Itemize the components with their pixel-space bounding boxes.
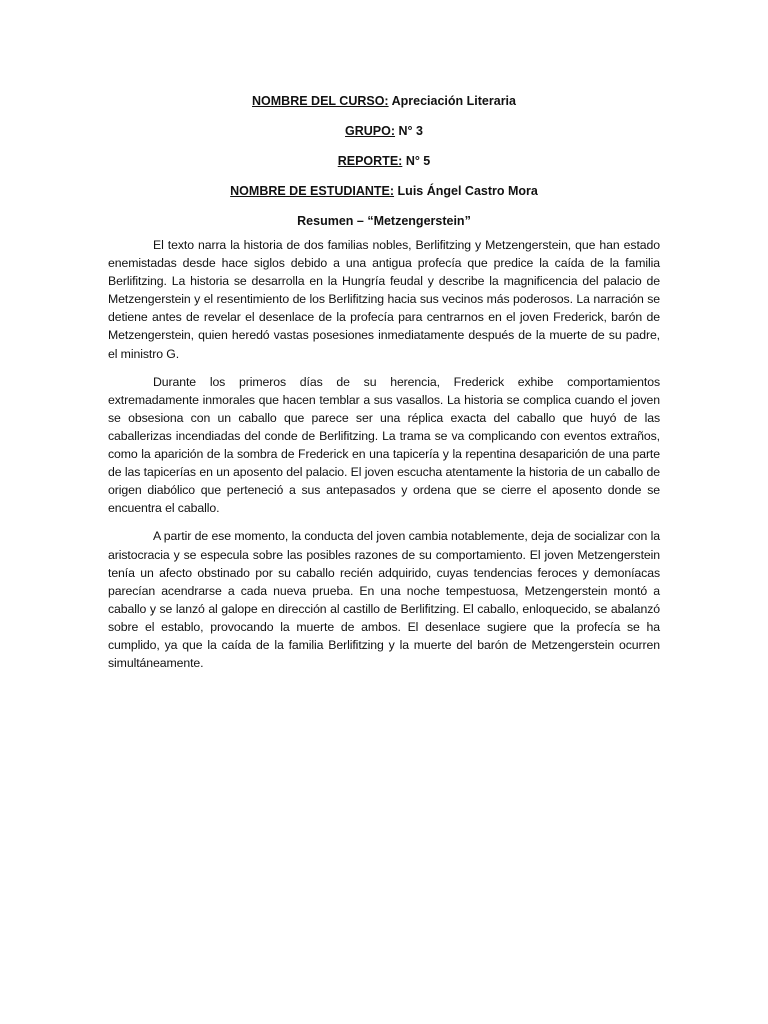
student-line	[0, 180, 768, 210]
group-value: N° 3	[398, 124, 423, 138]
course-line	[0, 90, 768, 120]
report-value: N° 5	[405, 154, 431, 168]
report-line	[0, 150, 768, 180]
course-value: Apreciación Literaria	[391, 94, 516, 108]
course-label: NOMBRE DEL CURSO:	[252, 94, 389, 108]
student-label: NOMBRE DE ESTUDIANTE:	[230, 184, 395, 198]
paragraph: El texto narra la historia de dos familias nobles, Berlifitzing y Metzengerstein, que han estado enemistadas desde hace siglos debido a una antigua profecía que predice la caída de la familia Berlifitzing. La historia se desarrolla en la Hungría feudal y describe la magnificencia del palacio de Metzengerstein y el resentimiento de los Berlifitzing hacia sus vecinos más poderosos. La narración se detiene antes de revelar el desenlace de la profecía para centrarnos en el joven Frederick, barón de Metzengerstein, quien heredó vastas posesiones inmediatamente después de la muerte de su padre, el ministro G.	[108, 238, 660, 361]
student-value: Luis Ángel Castro Mora	[397, 184, 538, 198]
group-line	[0, 120, 768, 150]
paragraph: Durante los primeros días de su herencia, Frederick exhibe comportamientos extremadamente inmorales que hacen temblar a sus vasallos. La historia se complica cuando el joven se obsesiona con un caballo que parece ser una réplica exacta del caballo que huyó de las caballerizas incendiadas del conde de Berlifitzing. La trama se va complicando con eventos extraños, como la aparición de la sombra de Frederick en una tapicería y la repentina desaparición de una parte de las tapicerías en un aposento del palacio. El joven escucha atentamente la historia de un caballo de origen diabólico que perteneció a sus antepasados y ordena que se cierre el aposento donde se encuentra el caballo.	[108, 374, 660, 516]
paragraph: A partir de ese momento, la conducta del joven cambia notablemente, deja de socializar con la aristocracia y se especula sobre las posibles razones de su comportamiento. El joven Metzengerstein tenía un afecto obstinado por su caballo recién adquirido, cuyas tendencias feroces y demoníacas parecían acendrarse a cada nueva prueba. En una noche tempestuosa, Metzengerstein montó a caballo y se lanzó al galope en dirección al castillo de Berlifitzing. El caballo, enloquecido, se abalanzó sobre el establo, provocando la muerte de ambos. El desenlace sugiere que la profecía se ha cumplido, ya que la caída de la familia Berlifitzing y la muerte del barón de Metzengerstein ocurren simultáneamente.	[108, 529, 660, 671]
report-label: REPORTE:	[337, 154, 403, 168]
group-label: GRUPO:	[345, 124, 396, 138]
summary-title: Resumen – “Metzengerstein”	[297, 214, 471, 228]
document-body	[108, 236, 660, 682]
document-header	[0, 90, 768, 238]
